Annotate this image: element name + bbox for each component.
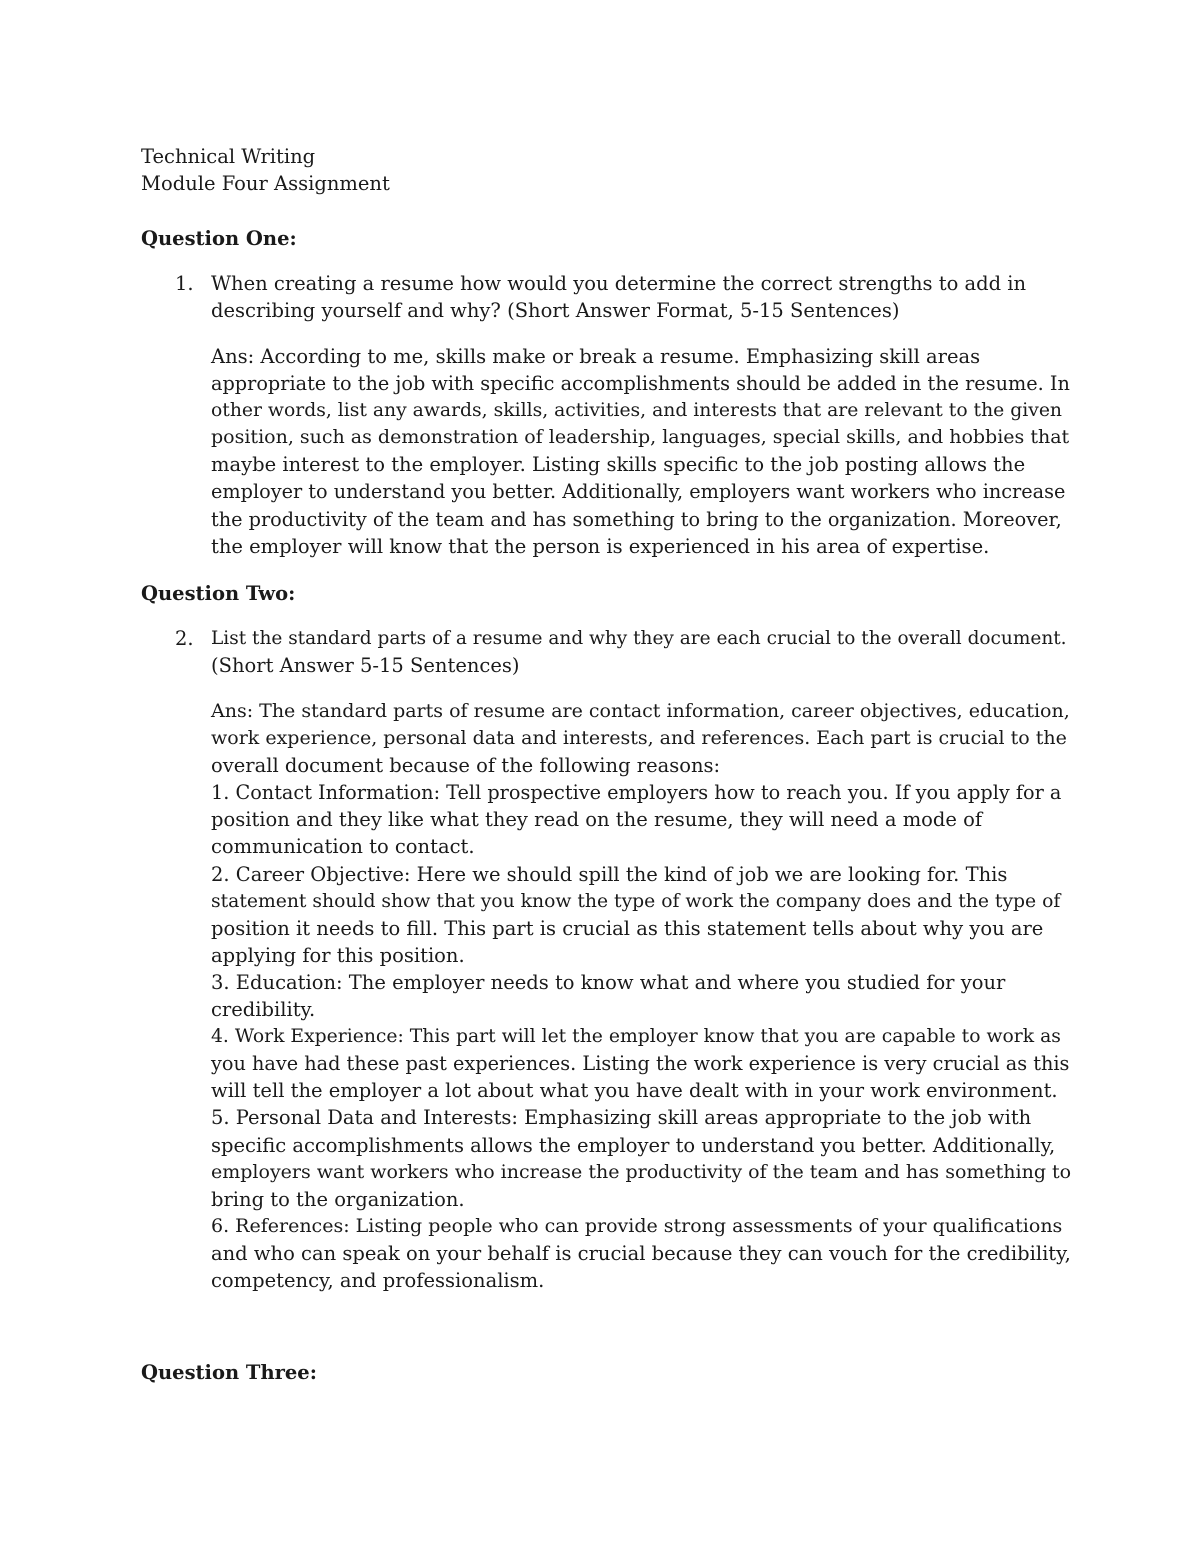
answer-line: the employer will know that the person is experienced in his area of expertise. xyxy=(211,534,990,558)
answer-line: 2. Career Objective: Here we should spill the kind of job we are looking for. This xyxy=(211,862,1008,886)
prompt-line: describing yourself and why? (Short Answer Format, 5-15 Sentences) xyxy=(211,299,900,322)
answer-line: applying for this position. xyxy=(211,943,465,967)
answer-line: Ans: The standard parts of resume are contact information, career objectives, education, xyxy=(211,700,1070,722)
assignment-title: Module Four Assignment xyxy=(141,172,390,195)
answer-line: 6. References: Listing people who can provide strong assessments of your qualifications xyxy=(211,1214,1063,1237)
question-two-number: 2. xyxy=(175,627,194,650)
prompt-line: (Short Answer 5-15 Sentences) xyxy=(211,654,520,677)
answer-line: position, such as demonstration of leadership, languages, special skills, and hobbies that xyxy=(211,426,1070,449)
answer-line: employer to understand you better. Additionally, employers want workers who increase xyxy=(211,480,1066,504)
answer-line: 3. Education: The employer needs to know what and where you studied for your xyxy=(211,970,1006,994)
answer-line: communication to contact. xyxy=(211,835,475,859)
answer-line: position it needs to fill. This part is crucial as this statement tells about why you are xyxy=(211,916,1044,940)
question-two-answer xyxy=(211,698,1071,1294)
question-two-prompt xyxy=(211,625,1071,679)
question-one-number: 1. xyxy=(175,272,194,295)
prompt-line: List the standard parts of a resume and why they are each crucial to the overall document. xyxy=(211,628,1067,649)
question-one-answer xyxy=(211,343,1071,560)
answer-line: 5. Personal Data and Interests: Emphasizing skill areas appropriate to the job with xyxy=(211,1106,1032,1130)
answer-line: 1. Contact Information: Tell prospective employers how to reach you. If you apply for a xyxy=(211,781,1062,805)
question-two-heading: Question Two: xyxy=(141,582,296,605)
answer-line: competency, and professionalism. xyxy=(211,1268,545,1292)
prompt-line: When creating a resume how would you determine the correct strengths to add in xyxy=(211,272,1027,295)
answer-line: other words, list any awards, skills, activities, and interests that are relevant to the given xyxy=(211,400,1062,422)
answer-line: the productivity of the team and has something to bring to the organization. Moreover, xyxy=(211,507,1062,531)
answer-line: Ans: According to me, skills make or break a resume. Emphasizing skill areas xyxy=(211,345,981,368)
answer-line: credibility. xyxy=(211,998,316,1022)
answer-line: will tell the employer a lot about what you have dealt with in your work environment. xyxy=(211,1079,1058,1103)
answer-line: statement should show that you know the type of work the company does and the type of xyxy=(211,890,1061,912)
course-title: Technical Writing xyxy=(141,145,316,168)
answer-line: specific accomplishments allows the employer to understand you better. Additionally, xyxy=(211,1133,1056,1157)
answer-line: and who can speak on your behalf is crucial because they can vouch for the credibility, xyxy=(211,1241,1071,1265)
answer-line: appropriate to the job with specific accomplishments should be added in the resume. In xyxy=(211,372,1070,396)
question-one-prompt xyxy=(211,270,1071,324)
answer-line: position and they like what they read on the resume, they will need a mode of xyxy=(211,808,983,832)
answer-line: work experience, personal data and interests, and references. Each part is crucial to the xyxy=(211,727,1067,750)
answer-line: maybe interest to the employer. Listing skills specific to the job posting allows the xyxy=(211,453,1026,477)
answer-line: employers want workers who increase the productivity of the team and has something to xyxy=(211,1160,1072,1183)
answer-line: bring to the organization. xyxy=(211,1187,465,1211)
question-one-heading: Question One: xyxy=(141,227,297,250)
answer-line: you have had these past experiences. Listing the work experience is very crucial as this xyxy=(211,1052,1070,1076)
question-three-heading: Question Three: xyxy=(141,1361,317,1384)
answer-line: overall document because of the following reasons: xyxy=(211,754,721,778)
answer-line: 4. Work Experience: This part will let the employer know that you are capable to work as xyxy=(211,1026,1061,1048)
